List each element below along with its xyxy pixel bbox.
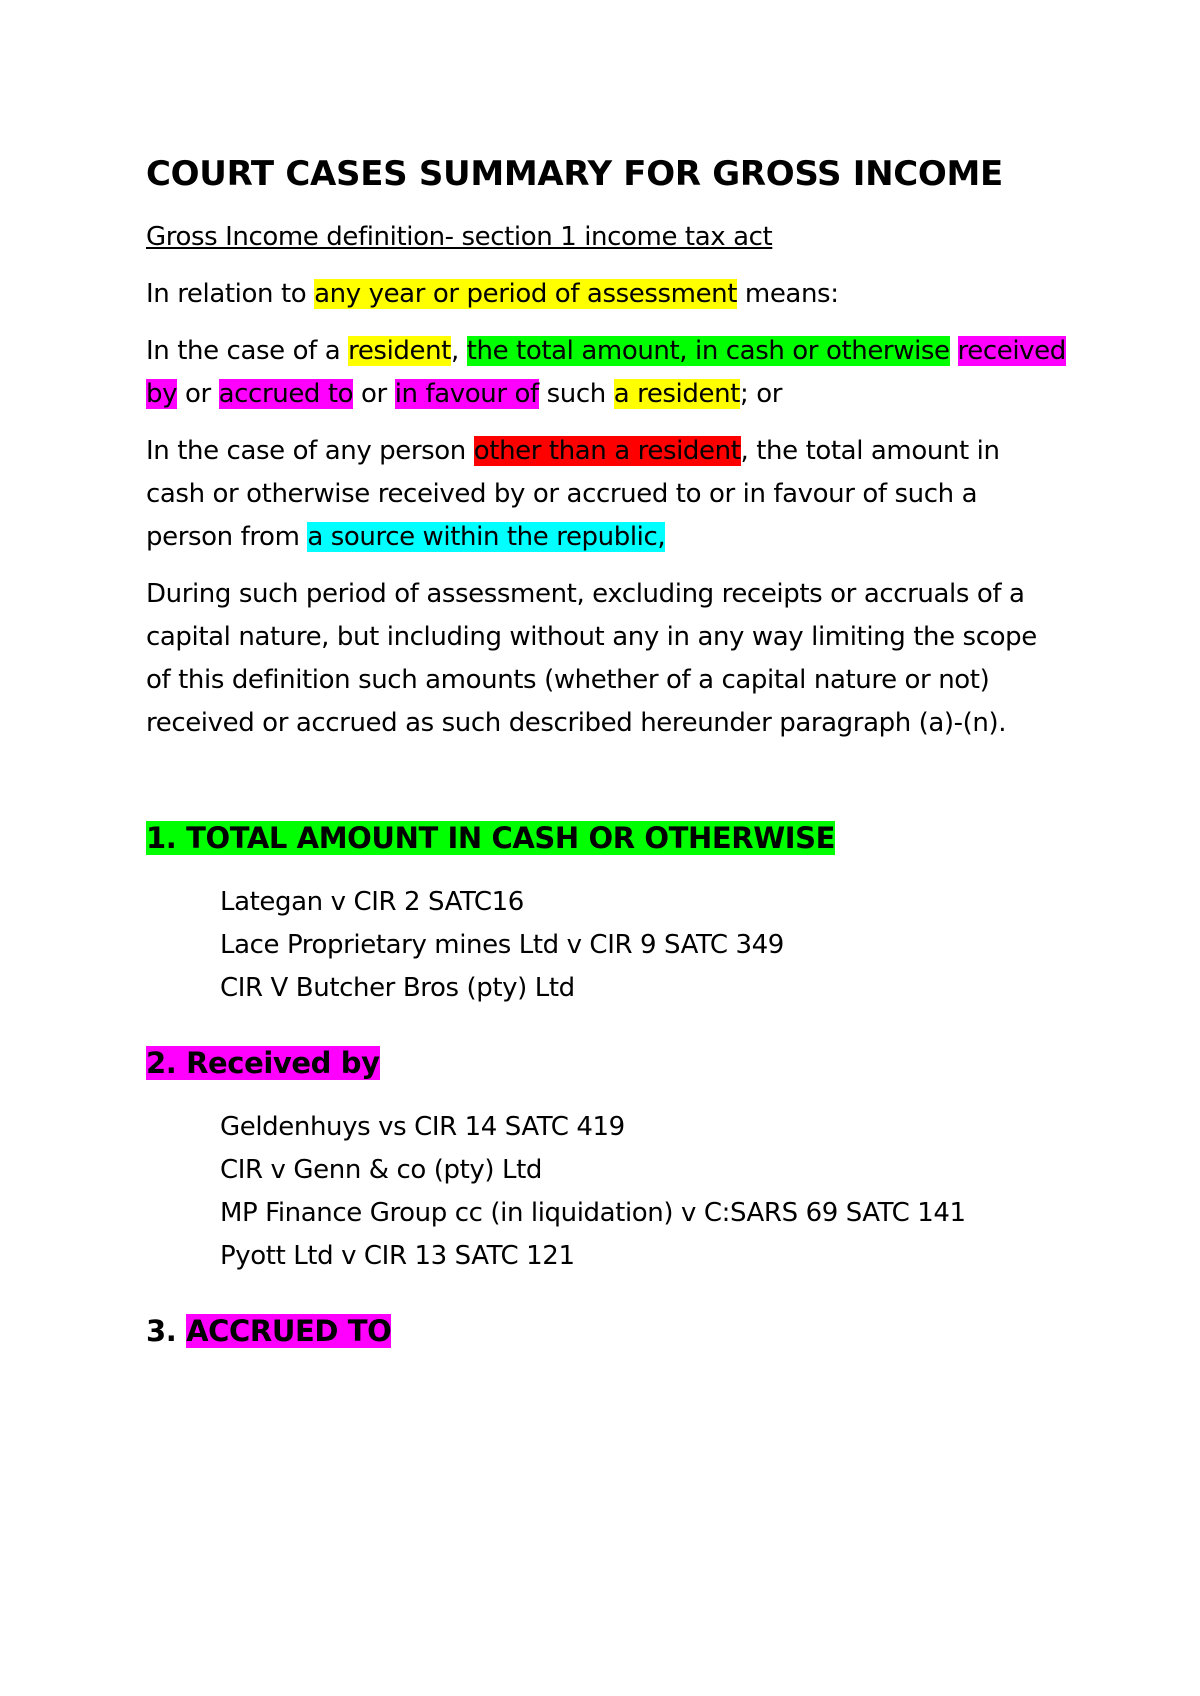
text-run bbox=[950, 336, 958, 366]
case-item: Lace Proprietary mines Ltd v CIR 9 SATC 349 bbox=[220, 930, 784, 960]
text-run: ; or bbox=[739, 379, 782, 409]
case-item: MP Finance Group cc (in liquidation) v C:SARS 69 SATC 141 bbox=[220, 1198, 966, 1228]
resident-clause bbox=[146, 330, 1066, 416]
section-heading-accrued-to bbox=[146, 1308, 1066, 1354]
assessment-period-paragraph: During such period of assessment, excluding receipts or accruals of a capital nature, but including without any in any way limiting the scope of this definition such amounts (whether of a capital nature or not) received or accrued as such described hereunder paragraph (a)-(n). bbox=[146, 579, 1037, 738]
case-item: Pyott Ltd v CIR 13 SATC 121 bbox=[220, 1241, 575, 1271]
spacer bbox=[146, 759, 1066, 815]
case-item: CIR V Butcher Bros (pty) Ltd bbox=[220, 973, 575, 1003]
case-list-received-by bbox=[220, 1106, 1066, 1278]
highlight-magenta: received by bbox=[146, 336, 1066, 409]
highlight-cyan: a source within the republic, bbox=[307, 522, 666, 552]
definition-heading: Gross Income definition- section 1 income tax act bbox=[146, 222, 773, 252]
document-page bbox=[146, 150, 1066, 1374]
section-heading-received-by bbox=[146, 1040, 1066, 1086]
text-run: In the case of any person bbox=[146, 436, 474, 466]
highlight-yellow: a resident bbox=[613, 379, 740, 409]
text-run: , the total amount in cash or otherwise received by or accrued to or in favour of such a person from bbox=[146, 436, 1000, 552]
text-run: or bbox=[353, 379, 395, 409]
case-item: Geldenhuys vs CIR 14 SATC 419 bbox=[220, 1112, 625, 1142]
text-run: means: bbox=[737, 279, 839, 309]
text-run: In the case of a bbox=[146, 336, 349, 366]
highlight-magenta: 2. Received by bbox=[146, 1046, 380, 1080]
text-run: such bbox=[538, 379, 614, 409]
highlight-red: other than a resident bbox=[473, 436, 741, 466]
highlight-green: the total amount, in cash or otherwise bbox=[466, 336, 950, 366]
non-resident-clause bbox=[146, 430, 1066, 559]
highlight-green: 1. TOTAL AMOUNT IN CASH OR OTHERWISE bbox=[146, 821, 836, 855]
highlight-magenta: ACCRUED TO bbox=[186, 1314, 392, 1348]
highlight-yellow: resident bbox=[348, 336, 451, 366]
document-title: COURT CASES SUMMARY FOR GROSS INCOME bbox=[146, 154, 1003, 194]
section-number: 3. bbox=[146, 1314, 187, 1348]
highlight-yellow: any year or period of assessment bbox=[314, 279, 738, 309]
case-item: CIR v Genn & co (pty) Ltd bbox=[220, 1155, 542, 1185]
highlight-magenta: accrued to bbox=[218, 379, 354, 409]
text-run: In relation to bbox=[146, 279, 315, 309]
section-heading-total-amount bbox=[146, 815, 1066, 861]
definition-intro bbox=[146, 273, 1066, 316]
highlight-magenta: in favour of bbox=[394, 379, 539, 409]
text-run: , bbox=[450, 336, 467, 366]
case-list-total-amount bbox=[220, 881, 1066, 1010]
case-item: Lategan v CIR 2 SATC16 bbox=[220, 887, 524, 917]
text-run: or bbox=[177, 379, 219, 409]
